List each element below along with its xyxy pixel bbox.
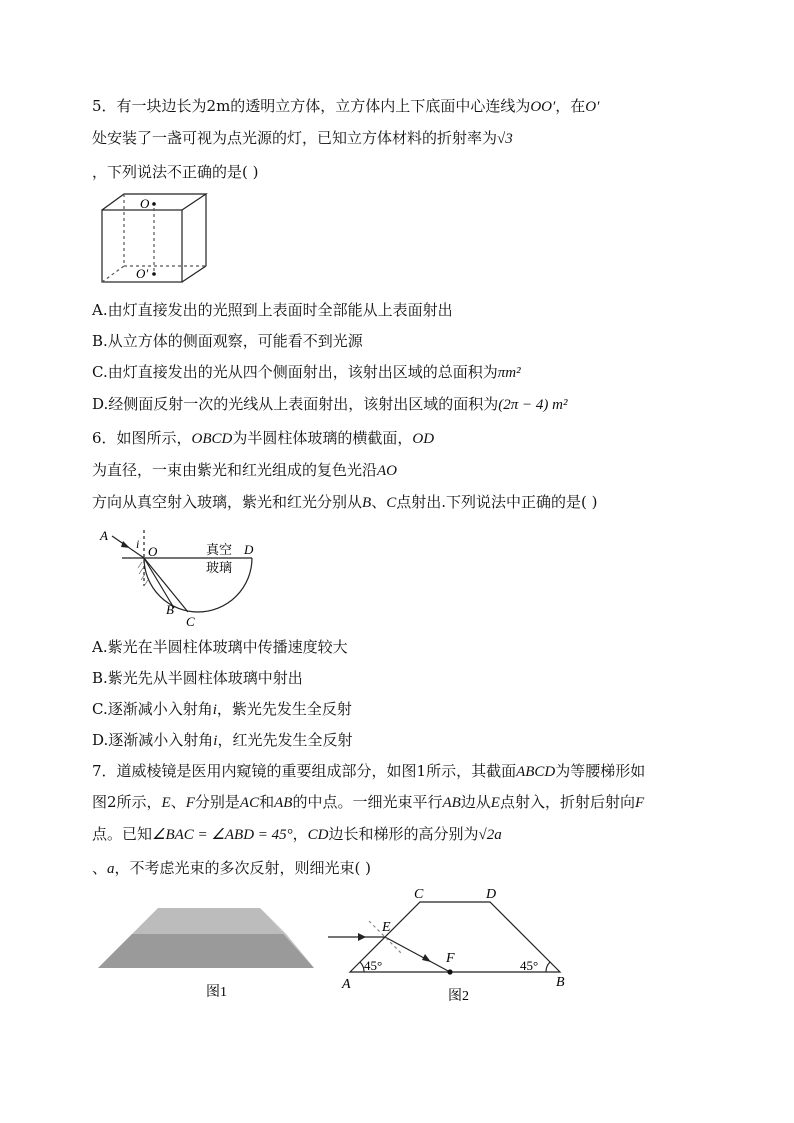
q7-ab-symbol: AB — [274, 795, 293, 811]
q6-text: 方向从真空射入玻璃，紫光和红光分别从 — [92, 493, 363, 511]
q7-text: 为等腰梯形如 — [555, 762, 646, 780]
q6-option-b: B.紫光先从半圆柱体玻璃中射出 — [92, 669, 303, 687]
q7-stem-line4 — [92, 858, 371, 879]
q7-text: 和 — [259, 793, 275, 811]
q7-text: 、 — [92, 859, 108, 877]
q5-o-symbol: O′ — [585, 99, 600, 115]
cube-right-bottom-edge — [182, 266, 206, 282]
q7-text: 图2所示， — [92, 793, 162, 811]
q6-option-c-text: ，紫光先发生全反射 — [216, 700, 352, 718]
q6-fig-label-b: B — [166, 602, 174, 617]
q6-option-c-text: C.逐渐减小入射角 — [92, 700, 213, 718]
q6-fig-label-d: D — [244, 542, 254, 557]
q5-point-o-prime — [152, 272, 156, 276]
q6-ao-symbol: AO — [377, 463, 398, 479]
q7-stem-line3 — [92, 824, 502, 845]
q6-fig-label-glass: 玻璃 — [206, 560, 233, 575]
fig1-caption: 图1 — [206, 985, 227, 1000]
q7-text: 分别是 — [194, 793, 240, 811]
q7-figure-1-prism — [96, 904, 320, 1004]
q6-b-symbol: B — [362, 495, 372, 511]
q6-option-c — [92, 699, 352, 720]
q5-option-d-text: D.经侧面反射一次的光线从上表面射出，该射出区域的面积为 — [92, 395, 499, 413]
q5-point-o — [152, 202, 156, 206]
q7-text: 7．道威棱镜是医用内窥镜的重要组成部分，如图1所示，其截面 — [92, 762, 517, 780]
q6-obcd-symbol: OBCD — [191, 431, 233, 447]
q7-f-symbol: F — [185, 795, 195, 811]
q5-stem-line3: ，下列说法不正确的是( ) — [92, 163, 259, 181]
q7-e-symbol: E — [490, 795, 500, 811]
q5-oo-symbol: OO′ — [530, 99, 556, 115]
q5-option-c-area: πm² — [497, 365, 521, 381]
q7-sqrt2a: √2a — [478, 827, 502, 843]
q5-cube-figure — [96, 190, 212, 286]
q5-option-b: B.从立方体的侧面观察，可能看不到光源 — [92, 332, 363, 350]
fig2-label-b: B — [556, 975, 565, 990]
violet-ray — [144, 558, 174, 608]
q6-semicircle-figure — [92, 522, 272, 628]
fig2-label-d: D — [486, 887, 497, 902]
prism-slope-face — [98, 934, 314, 968]
q5-text: 处安装了一盏可视为点光源的灯，已知立方体材料的折射率为 — [92, 129, 498, 147]
q7-cd-symbol: CD — [307, 827, 329, 843]
q6-stem-line1 — [92, 428, 434, 449]
q6-fig-label-vacuum: 真空 — [206, 542, 233, 557]
q7-angle-equation: ∠BAC = ∠ABD = 45° — [152, 827, 293, 843]
fig2-angle-right: 45° — [520, 958, 539, 973]
q6-fig-label-o: O — [148, 544, 158, 559]
q6-option-a: A.紫光在半圆柱体玻璃中传播速度较大 — [92, 638, 348, 656]
q6-text: 点射出.下列说法中正确的是( ) — [396, 493, 598, 511]
q6-option-c-i: i — [212, 702, 217, 718]
fig2-label-f: F — [446, 951, 455, 966]
incident-arrow-icon — [121, 541, 130, 548]
q7-text: 点。已知 — [92, 825, 153, 843]
q7-text: 边从 — [460, 793, 491, 811]
q5-option-c-text: C.由灯直接发出的光从四个侧面射出，该射出区域的总面积为 — [92, 363, 498, 381]
q6-text: 6．如图所示， — [92, 429, 192, 447]
q6-option-d-text: D.逐渐减小入射角 — [92, 731, 214, 749]
q6-option-d-text: ，红光先发生全反射 — [217, 731, 353, 749]
q7-figure-2-trapezoid — [324, 886, 584, 1010]
q7-a-symbol: a — [107, 861, 115, 877]
point-f — [447, 969, 452, 974]
q5-option-c — [92, 362, 521, 383]
cube-hidden-edges — [102, 194, 206, 282]
q7-e-symbol: E — [161, 795, 171, 811]
q5-sqrt3: √3 — [497, 131, 513, 147]
q6-text: 为半圆柱体玻璃的横截面， — [232, 429, 413, 447]
fig2-label-c: C — [414, 887, 424, 902]
prism-top-face — [132, 908, 286, 934]
q7-text: 的中点。一细光束平行 — [292, 793, 443, 811]
q6-fig-label-c: C — [186, 614, 195, 628]
q7-ac-symbol: AC — [239, 795, 260, 811]
q7-text: ， — [292, 825, 308, 843]
q6-stem-line3 — [92, 492, 597, 513]
q6-text: 为直径，一束由紫光和红光组成的复色光沿 — [92, 461, 378, 479]
q7-ab-symbol: AB — [442, 795, 461, 811]
incident-arrow-icon — [358, 933, 366, 941]
refracted-ray — [385, 937, 450, 972]
fig2-angle-left: 45° — [364, 958, 383, 973]
q6-text: 、 — [371, 493, 387, 511]
q7-text: 边长和梯形的高分别为 — [328, 825, 479, 843]
q7-abcd-symbol: ABCD — [516, 764, 556, 780]
q6-option-d-i: i — [213, 733, 218, 749]
refracted-arrow-icon — [422, 954, 431, 962]
q7-f-symbol: F — [634, 795, 645, 811]
q5-option-a: A.由灯直接发出的光照到上表面时全部能从上表面射出 — [92, 301, 453, 319]
q5-fig-label-o-prime: O′ — [136, 266, 149, 281]
fig2-label-a: A — [342, 977, 351, 992]
fig2-caption: 图2 — [448, 989, 469, 1004]
fig2-label-e: E — [382, 920, 391, 935]
q7-text: 、 — [170, 793, 186, 811]
q7-stem-line1 — [92, 761, 645, 782]
q6-od-symbol: OD — [412, 431, 435, 447]
q7-text: ，不考虑光束的多次反射，则细光束( ) — [114, 859, 371, 877]
q7-text: 点射入，折射后射向 — [499, 793, 635, 811]
angle-arc-b — [546, 962, 550, 972]
q5-text: ，在 — [555, 97, 586, 115]
q5-fig-label-o: O — [140, 196, 150, 211]
q5-option-d — [92, 394, 567, 415]
q5-option-d-area: (2π − 4) m² — [498, 397, 568, 413]
q6-fig-label-i: i — [136, 537, 140, 551]
q5-text: 5．有一块边长为2m的透明立方体，立方体内上下底面中心连线为 — [92, 97, 531, 115]
q5-stem-line1 — [92, 96, 599, 117]
q7-stem-line2 — [92, 792, 644, 813]
q5-stem-line2 — [92, 128, 513, 149]
q6-fig-label-a: A — [100, 528, 108, 543]
q6-c-symbol: C — [386, 495, 397, 511]
q6-option-d — [92, 730, 352, 751]
q6-stem-line2 — [92, 460, 397, 481]
